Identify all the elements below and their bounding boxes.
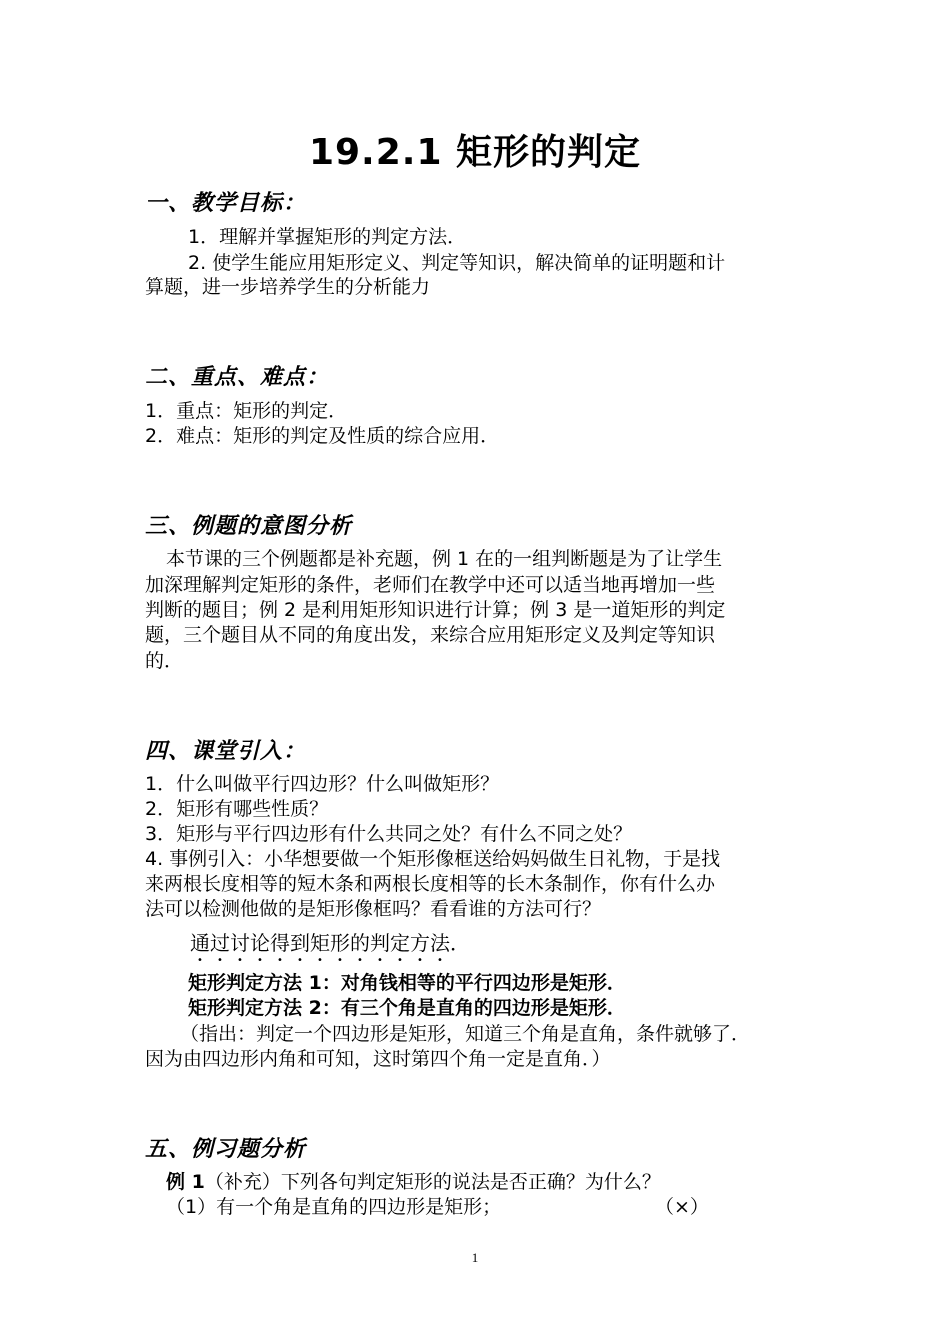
section-heading-exercises: 五、例习题分析 xyxy=(145,1137,307,1162)
intro-line-4: 4. 事例引入：小华想要做一个矩形像框送给妈妈做生日礼物，于是找 xyxy=(145,848,721,870)
section-heading-key-points: 二、重点、难点： xyxy=(145,365,330,390)
objective-line-1: 1．理解并掌握矩形的判定方法． xyxy=(188,226,467,248)
intro-line-5: 来两根长度相等的短木条和两根长度相等的长木条制作，你有什么办 xyxy=(145,873,716,895)
example-1-label: 例 1 xyxy=(166,1171,205,1193)
page-number: 1 xyxy=(471,1250,479,1265)
objective-line-2: 2. 使学生能应用矩形定义、判定等知识，解决简单的证明题和计 xyxy=(188,252,726,274)
key-point-line-1: 1．重点：矩形的判定． xyxy=(145,400,348,422)
method-2-line: 矩形判定方法 2：有三个角是直角的四边形是矩形． xyxy=(188,997,626,1019)
section-heading-objectives: 一、教学目标： xyxy=(145,191,307,216)
question-1-line: （1）有一个角是直角的四边形是矩形； xyxy=(166,1196,502,1218)
example-1-text: （补充）下列各句判定矩形的说法是否正确？为什么？ xyxy=(204,1171,661,1193)
intro-line-2: 2．矩形有哪些性质？ xyxy=(145,798,329,820)
example-1-line xyxy=(166,1169,661,1195)
method-1-line: 矩形判定方法 1：对角钱相等的平行四边形是矩形． xyxy=(188,972,626,994)
note-line-1: （指出：判定一个四边形是矩形，知道三个角是直角，条件就够了． xyxy=(180,1023,751,1045)
intent-line-5: 的． xyxy=(145,650,184,672)
note-line-2: 因为由四边形内角和可知，这时第四个角一定是直角．） xyxy=(145,1048,611,1070)
intent-line-4: 题，三个题目从不同的角度出发，来综合应用矩形定义及判定等知识 xyxy=(145,624,716,646)
objective-line-3: 算题，进一步培养学生的分析能力 xyxy=(145,276,431,298)
question-1-mark: （×） xyxy=(655,1196,709,1218)
intro-line-1: 1．什么叫做平行四边形？什么叫做矩形？ xyxy=(145,773,500,795)
intent-line-1: 本节课的三个例题都是补充题，例 1 在的一组判断题是为了让学生 xyxy=(166,548,723,570)
section-heading-example-intent: 三、例题的意图分析 xyxy=(145,514,353,539)
intro-line-6: 法可以检测他做的是矩形像框吗？看看谁的方法可行？ xyxy=(145,898,602,920)
key-point-line-2: 2．难点：矩形的判定及性质的综合应用． xyxy=(145,425,500,447)
page-title: 19.2.1 矩形的判定 xyxy=(308,132,642,173)
section-heading-introduction: 四、课堂引入： xyxy=(145,739,307,764)
discussion-line: 通过讨论得到矩形的判定方法． xyxy=(190,931,470,955)
intent-line-2: 加深理解判定矩形的条件，老师们在教学中还可以适当地再增加一些 xyxy=(145,574,716,596)
intent-line-3: 判断的题目；例 2 是利用矩形知识进行计算；例 3 是一道矩形的判定 xyxy=(145,599,726,621)
intro-line-3: 3．矩形与平行四边形有什么共同之处？有什么不同之处？ xyxy=(145,823,633,845)
